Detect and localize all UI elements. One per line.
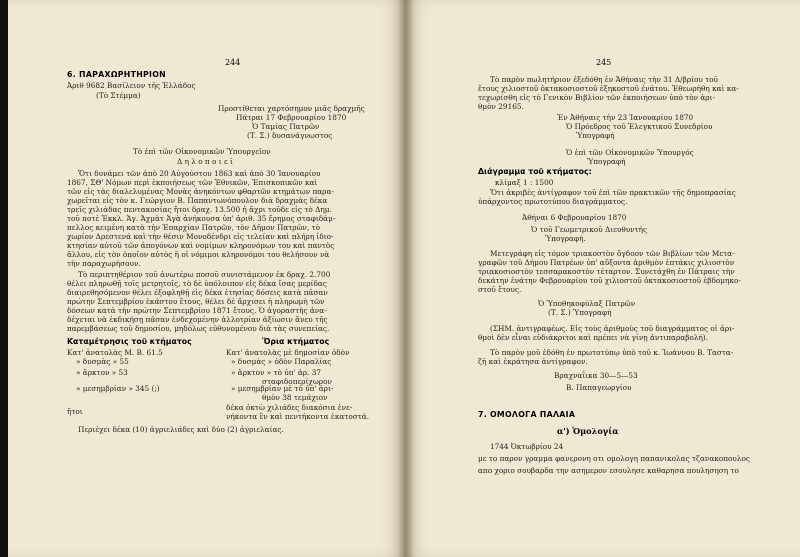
measurement-row: Κατ' ἀνατολὰς Μ. Β. 61.5 — [67, 348, 163, 357]
text-line: γραφῶν τοῦ Δήμου Πατρέων ὑπ' αὔξοντα ἀριθμὸν ἑπτάκις χιλιοστὸν — [478, 258, 735, 267]
closing-line: Περιέχει δέκα (10) ἀγριελιάδες καὶ δύο (2) ἀγριελαίας. — [78, 425, 284, 434]
text-line: Ὅτι δυνάμει τῶν ἀπὸ 20 Αὐγούστου 1863 καὶ ἀπὸ 30 Ἰανουαρίου — [78, 169, 321, 178]
text-line: Β. Παπαγεωργίου — [566, 383, 632, 392]
boundary-row: δέκα ὀκτὼ χιλιάδες διακόσια ἑνε- — [226, 403, 353, 412]
text-line: ὑπάρχοντος πρωτοτύπου διαγράμματος. — [478, 197, 628, 206]
text-line: Ὁ Ταμίας Πατρῶν — [252, 122, 320, 131]
text-line: παρεμβάσεως τοῦ δημοσίου, μηδόλως εὐθυνομένου διὰ τὰς συνεπείας. — [67, 324, 330, 333]
text-line: Μετεγράφη εἰς τόμον τριακοστὸν ὄγδοον τῶν Βιβλίων τῶν Μετα- — [490, 249, 735, 258]
boundary-row: » ἄρκτον » τὸ ὑπ' ἀρ. 37 — [231, 368, 321, 377]
subsection-heading: α') Ὁμολογία — [557, 426, 619, 436]
text-line: Ὑπογραφή. — [545, 234, 586, 243]
text-line: θμὸν 29165. — [478, 102, 524, 111]
text-line: απο χοριο σουβαρδα την ασημερον εσουλησε καθαρησα πουλησηση το — [478, 466, 739, 475]
right-page — [405, 0, 800, 557]
text-line: χωρεῖται εἰς τὸν κ. Γεώργιον Β. Παπαντωνόπουλον διὰ δραχμὰς δέκα — [67, 196, 328, 205]
text-line: πελλος κειμένη κατὰ τὴν Ἐπαρχίαν Πατρῶν, τὸν Δῆμον Πατρῶν, τὸ — [67, 223, 321, 232]
text-line: τῶν εἰς τὰς διαλελυμένας Μονὰς ἀνηκόντων φθαρτῶν κτημάτων παρα- — [67, 187, 334, 196]
measurement-title: Καταμέτρησις τοῦ κτήματος — [67, 337, 192, 346]
boundary-row: » δυσμὰς » ὁδὸν Παραλίας — [231, 357, 332, 366]
measurement-row: » ἄρκτον » 53 — [76, 368, 128, 377]
text-line: ζῆ καὶ ἐκράτησα ἀντίγραφον. — [478, 357, 588, 366]
text-line: τριακοσιοστὸν τεσσαρακοστὸν τέταρτον. Συνετάχθη ἐν Πάτραις τὴν — [478, 267, 735, 276]
boundary-row: σταφιδοπερίχωρον — [262, 377, 332, 386]
text-line: Ὅτι ἀκριβὲς ἀντίγραφον τοῦ ἐπὶ τῶν πρακτικῶν τῆς δημοπρασίας — [490, 188, 736, 197]
text-line: Ὁ τοῦ Γεωμετρικοῦ Διευθυντής — [531, 225, 648, 234]
text-line: Ἐν Ἀθήναις τὴν 23 Ἰανουαρίου 1870 — [557, 113, 694, 122]
text-line: Δ η λ ο π ο ι ε ῖ — [177, 157, 233, 166]
measurement-row: ἤτοι — [67, 407, 83, 416]
text-line: δέχεται νὰ ἐκδικήσῃ πᾶσαν ἐνδεχομένην ἀλλοτρίαν ἀξίωσιν ἄνευ τῆς — [67, 315, 328, 324]
text-line: κτησίαν αὐτοῦ τῶν ἀπογόνων καὶ νομίμων κληρονόμων του καὶ παντὸς — [67, 241, 335, 250]
text-line: (Τ. Σ.) Ὑπογραφή — [548, 308, 612, 317]
text-line: κλίμαξ 1 : 1500 — [495, 178, 554, 187]
book-gutter — [398, 0, 414, 557]
text-line: διαιρεθησόμενον θέλει ἐξοφληθῇ εἰς δέκα ἐτησίας δόσεις κατὰ πᾶσαν — [67, 288, 328, 297]
diagram-heading: Διάγραμμα τοῦ κτήματος: — [478, 167, 592, 176]
text-line: τεχωρίσθη εἰς τὸ Γενικὸν Βιβλίον τῶν ἐκποιήσεων ὑπὸ τὸν ἀρι- — [478, 93, 715, 102]
text-line: στοῦ ἔτους. — [478, 285, 522, 294]
text-line: θέλει πληρωθῇ τοῖς μετρητοῖς, τὸ δὲ ὑπόλοιπον εἰς δέκα ἴσας μερίδας — [67, 279, 327, 288]
text-line: Τὸ ἐπὶ τῶν Οἰκονομικῶν Ὑπουργεῖον — [133, 147, 271, 156]
left-page — [8, 0, 405, 557]
text-line: δόσεων κατὰ τὴν πρώτην Σεπτεμβρίου 1871 ἔτους. Ὁ ἀγοραστὴς ἀνα- — [67, 306, 327, 315]
text-line: θμοὶ δὲν εἶναι εὐδιάκριτοι καὶ πρέπει νὰ γίνῃ ἀντιπαραβολή). — [478, 333, 708, 342]
text-line: 1744 Ὀκτωβρίου 24 — [490, 442, 564, 451]
text-line: 1867, ΣΘ' Νόμων περὶ ἐκποιήσεως τῶν Ἐθνικῶν, Ἐπισκοπικῶν καὶ — [67, 178, 318, 187]
text-line: Ὁ Ὑποθηκοφύλαξ Πατρῶν — [538, 299, 636, 308]
boundary-row: » μεσημβρίαν μὲ τὸ ὑπ' ἀρι- — [231, 384, 334, 393]
text-line: Ὑπογραφή — [576, 131, 615, 140]
text-line: Ὁ Πρόεδρος τοῦ Ἐλεγκτικοῦ Συνεδρίου — [566, 122, 713, 131]
section-heading-7: 7. ΟΜΟΛΟΓΑ ΠΑΛΑΙΑ — [478, 410, 576, 419]
text-line: πρώτην Σεπτεμβρίου ἑκάστου ἔτους, θέλει δὲ ἄρχισει ἡ πληρωμὴ τῶν — [67, 297, 325, 306]
text-line: Ἀριθ 9682 Βασίλειον τῆς Ἑλλάδος — [67, 81, 196, 90]
text-line: (Τὸ Στέμμα) — [96, 91, 141, 100]
text-line: (ΣΗΜ. ἀντιγραφέως. Εἰς τοὺς ἀριθμοὺς τοῦ διαγράμματος οἱ ἀρι- — [490, 324, 735, 333]
text-line: (Τ. Σ.) δυσανάγνωστος — [247, 131, 333, 140]
text-line: Ἀθήναι 6 Φεβρουαρίου 1870 — [522, 213, 627, 222]
measurement-row: » μεσημβρίαν » 345 (;) — [76, 384, 160, 393]
text-line: Βραχναΐικα 30—5—53 — [554, 371, 638, 380]
text-line: Ὑπογραφή — [587, 157, 626, 166]
boundary-row: θμὸν 38 τεμάχιον — [262, 393, 328, 402]
text-line: τοῦ ποτὲ Ἐκκλ. Ἀγ. Ἀχμὰτ Ἁγὰ ἀνήκουσα ὑπ' ἀριθ. 35 ἔρημος σταφιδάμ- — [67, 214, 336, 223]
section-heading-6: 6. ΠΑΡΑΧΩΡΗΤΗΡΙΟΝ — [67, 70, 167, 79]
right-page-number: 245 — [596, 58, 612, 67]
text-line: Ὁ ἐπὶ τῶν Οἰκονομικῶν Ὑπουργός — [566, 148, 694, 157]
text-line: με το παρον γραμμα φανερονη οτι ομολογη παπανικολας τζανακοπουλος — [478, 454, 750, 463]
text-line: τρεῖς χιλιάδας πεντακοσίας ἤτοι δραχ. 13.500 ἡ ἄχρι τοῦδε εἰς τὸ Δημ. — [67, 205, 332, 214]
left-page-number: 244 — [225, 58, 241, 67]
text-line: Πάτραι 17 Φεβρουαρίου 1870 — [236, 113, 347, 122]
text-line: Τὸ παρὸν μοῦ ἐδόθη ἐν πρωτοτύπῳ ὑπὸ τοῦ κ. Ἰωάννου Β. Ταστα- — [490, 348, 734, 357]
measurement-row: » δυσμὰς » 55 — [76, 357, 129, 366]
boundary-row: νήκοντα ἓν καὶ πεντήκοντα ἑκατοστά. — [226, 412, 370, 421]
text-line: Τὸ περιπτηθέριον τοῦ ἀνωτέρω ποσοῦ συνιστάμενον ἐκ δραχ. 2.700 — [78, 270, 331, 279]
text-line: Προστίθεται χαρτόσημον μιᾶς δραχμῆς — [218, 104, 365, 113]
text-line: ἄλλου, εἰς τὸν ὁποῖον αὐτὸς ἢ οἱ νόμιμοι κληρονόμοι του θελήσουν νὰ — [67, 250, 330, 259]
boundary-row: Κατ' ἀνατολὰς μὲ δημοσίαν ὁδὸν — [226, 348, 350, 357]
boundaries-title: Ὅρια κτήματος — [262, 337, 330, 346]
text-line: τὴν παραχωρήσουν. — [67, 259, 141, 268]
text-line: Τὸ παρὸν πωλητήριον ἐξεδόθη ἐν Ἀθήναις τὴν 31 Δ/βρίου τοῦ — [490, 75, 718, 84]
text-line: δεκάτην ἐνάτην Φεβρουαρίου τοῦ χιλιοστοῦ ὀκτακοσιοστοῦ ἑβδομηκο- — [478, 276, 741, 285]
scan-edge — [0, 0, 8, 557]
text-line: ἔτους χιλιοστοῦ ὀκτακοσιοστοῦ ἑξηκοστοῦ ἐνάτου. Ἐθεωρήθη καὶ κα- — [478, 84, 739, 93]
text-line: χωρίον Δρεστενά καὶ τὴν θέσιν Μονοδένδρι εἰς τελείαν καὶ πλήρη ἰδιο- — [67, 232, 334, 241]
